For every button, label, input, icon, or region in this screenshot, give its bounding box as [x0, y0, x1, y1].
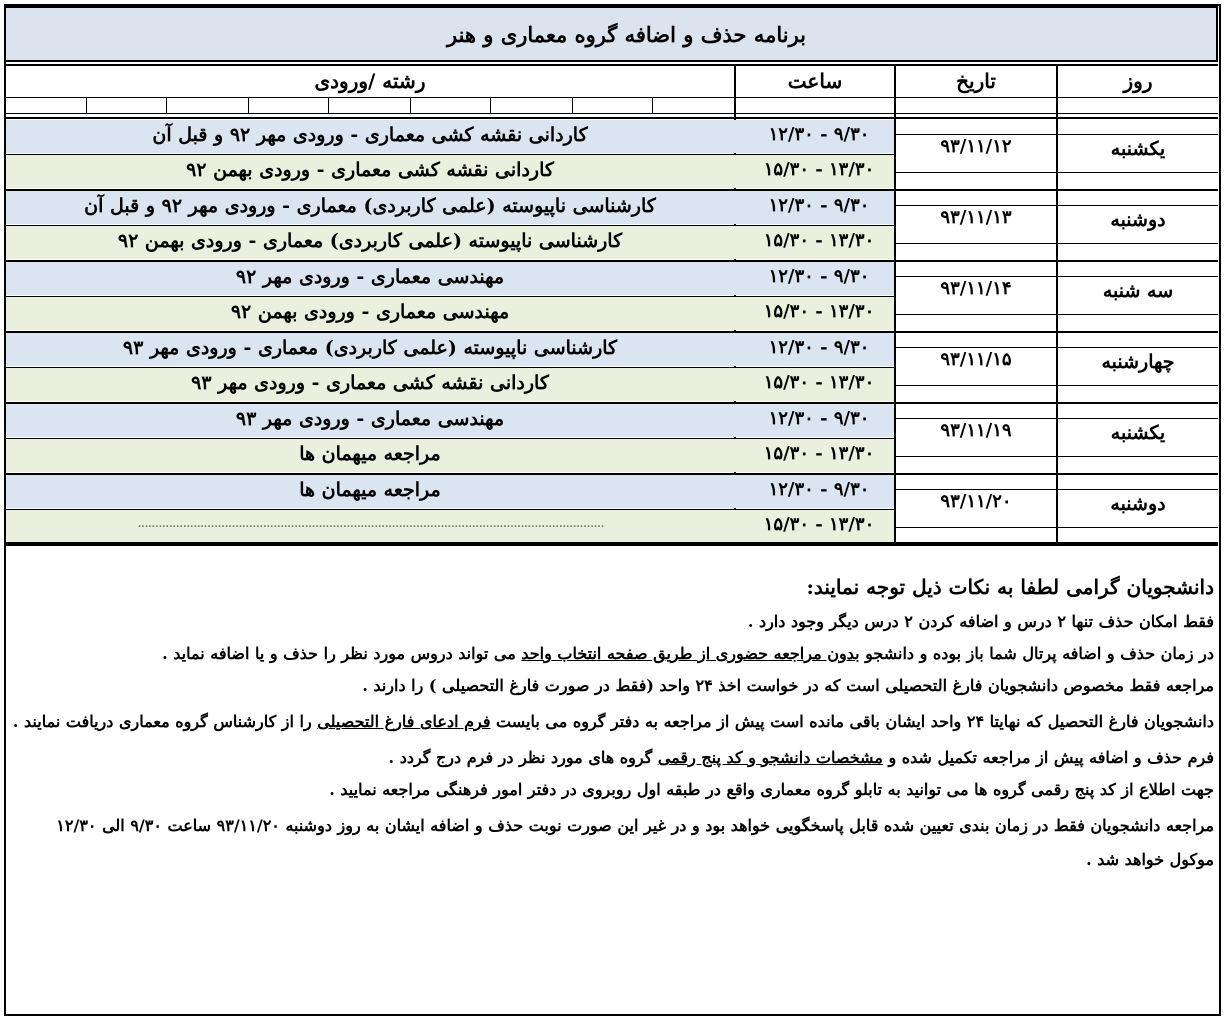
date-cell: ۹۳/۱۱/۱۹ — [940, 420, 1012, 441]
date-tick-line — [896, 276, 1218, 277]
time-cell: ۱۲/۳۰ - ۹/۳۰ — [768, 195, 870, 216]
schedule-row — [6, 510, 894, 543]
schedule-row — [6, 155, 894, 188]
time-cell: ۱۲/۳۰ - ۹/۳۰ — [768, 408, 870, 429]
date-cell: ۹۳/۱۱/۱۵ — [940, 349, 1012, 370]
program-cell: مراجعه میهمان ها — [299, 479, 441, 501]
date-tick-line — [896, 134, 1218, 135]
day-cell: چهارشنبه — [1101, 351, 1175, 373]
header-date: تاریخ — [956, 69, 996, 93]
time-cell: ۱۲/۳۰ - ۹/۳۰ — [768, 124, 870, 145]
header-top-line — [4, 64, 1218, 66]
block-divider — [4, 544, 1218, 546]
note-2-text: در زمان حذف و اضافه پرتال شما باز بوده و دانشجو — [859, 644, 1214, 663]
note-6: جهت اطلاع از کد پنج رقمی گروه ها می توانید به تابلو گروه معماری واقع در طبقه اول روبروی در دفتر امور فرهنگی مراجعه نمایید . — [329, 780, 1214, 799]
table-bottom-line — [4, 542, 1218, 544]
note-2 — [8, 641, 1214, 667]
header-time: ساعت — [787, 69, 843, 93]
note-2-emphasis: بدون مراجعه حضوری از طریق صفحه انتخاب واحد — [521, 644, 860, 663]
date-cell: ۹۳/۱۱/۱۳ — [940, 207, 1012, 228]
date-tick-line — [896, 205, 1218, 206]
schedule-row — [6, 191, 894, 224]
date-tick-line — [896, 489, 1218, 490]
header-bottom-line — [4, 97, 1218, 98]
time-cell: ۱۲/۳۰ - ۹/۳۰ — [768, 266, 870, 287]
program-cell: کارشناسی ناپیوسته (علمی کاربردی) معماری - ورودی مهر ۹۲ و قبل آن — [84, 195, 656, 217]
date-cell: ۹۳/۱۱/۲۰ — [940, 491, 1012, 512]
notes-section — [8, 575, 1214, 883]
schedule-row — [6, 333, 894, 366]
program-cell: مهندسی معماری - ورودی مهر ۹۲ — [235, 266, 505, 288]
date-tick-line — [896, 243, 1218, 244]
schedule-row — [6, 439, 894, 472]
page-title: برنامه حذف و اضافه گروه معماری و هنر — [4, 6, 1218, 62]
schedule-row — [6, 226, 894, 259]
note-7: مراجعه دانشجویان فقط در زمان بندی تعیین شده قابل پاسخگویی خواهد بود و در غیر این صورت نوبت حذف و اضافه ایشان به روز دوشنبه ۹۳/۱۱/۲۰ ساعت ۹/۳۰ الی ۱۲/۳۰ موکول خواهد شد . — [56, 816, 1214, 869]
time-cell: ۱۲/۳۰ - ۹/۳۰ — [768, 479, 870, 500]
schedule-row — [6, 297, 894, 330]
date-tick-line — [896, 418, 1218, 419]
day-cell: سه شنبه — [1102, 280, 1174, 302]
day-cell: یکشنبه — [1110, 138, 1166, 160]
note-5-text-end: گروه های مورد نظر در فرم درج گردد . — [388, 748, 658, 767]
note-5-text: فرم حذف و اضافه پیش از مراجعه تکمیل شده و — [882, 748, 1214, 767]
spacer-tick — [410, 97, 411, 113]
note-4-text: دانشجویان فارغ التحصیل که نهایتا ۲۴ واحد ایشان باقی مانده است پیش از مراجعه به دفتر گروه می بایست — [490, 712, 1214, 731]
schedule-row — [6, 262, 894, 295]
notes-heading: دانشجویان گرامی لطفا به نکات ذیل توجه نمایند: — [806, 575, 1214, 599]
date-cell: ۹۳/۱۱/۱۲ — [940, 136, 1012, 157]
spacer-tick — [572, 97, 573, 113]
program-cell: کارشناسی ناپیوسته (علمی کاربردی) معماری - ورودی بهمن ۹۲ — [117, 230, 623, 252]
schedule-row — [6, 404, 894, 437]
program-cell: مراجعه میهمان ها — [299, 443, 441, 465]
date-tick-line — [896, 172, 1218, 173]
date-tick-line — [896, 347, 1218, 348]
time-cell: ۱۲/۳۰ - ۹/۳۰ — [768, 337, 870, 358]
program-cell: ...................................................................................................................................... — [137, 519, 605, 530]
program-cell: مهندسی معماری - ورودی بهمن ۹۲ — [230, 301, 510, 323]
spacer-tick — [490, 97, 491, 113]
time-cell: ۱۵/۳۰ - ۱۳/۳۰ — [763, 514, 875, 535]
spacer-tick — [652, 97, 653, 113]
spacer-line — [4, 113, 1218, 114]
date-tick-line — [896, 314, 1218, 315]
time-cell: ۱۵/۳۰ - ۱۳/۳۰ — [763, 301, 875, 322]
date-tick-line — [896, 456, 1218, 457]
note-4-text-end: را از کارشناس گروه معماری دریافت نمایند . — [12, 712, 318, 731]
note-1: فقط امکان حذف تنها ۲ درس و اضافه کردن ۲ درس دیگر وجود دارد . — [747, 612, 1214, 631]
note-5-emphasis: مشخصات دانشجو و کد پنج رقمی — [657, 748, 883, 767]
day-cell: دوشنبه — [1110, 209, 1166, 231]
program-cell: مهندسی معماری - ورودی مهر ۹۳ — [235, 408, 505, 430]
table-top-line — [4, 117, 1218, 119]
column-separator — [1056, 64, 1058, 544]
schedule-row — [6, 475, 894, 508]
program-cell: کاردانی نقشه کشی معماری - ورودی مهر ۹۲ و قبل آن — [152, 124, 588, 146]
note-4 — [8, 705, 1214, 739]
note-3: مراجعه فقط مخصوص دانشجویان فارغ التحصیلی است که در خواست اخذ ۲۴ واحد (فقط در صورت فارغ التحصیلی ) را دارند . — [362, 676, 1214, 695]
header-program: رشته /ورودی — [314, 69, 426, 93]
program-cell: کارشناسی ناپیوسته (علمی کاربردی) معماری - ورودی مهر ۹۳ — [122, 337, 618, 359]
date-cell: ۹۳/۱۱/۱۴ — [940, 278, 1012, 299]
header-day: روز — [1123, 69, 1153, 93]
day-cell: دوشنبه — [1110, 493, 1166, 515]
schedule-row — [6, 368, 894, 401]
date-tick-line — [896, 385, 1218, 386]
program-cell: کاردانی نقشه کشی معماری - ورودی بهمن ۹۲ — [186, 159, 554, 181]
spacer-tick — [86, 97, 87, 113]
spacer-tick — [248, 97, 249, 113]
time-cell: ۱۵/۳۰ - ۱۳/۳۰ — [763, 443, 875, 464]
time-cell: ۱۵/۳۰ - ۱۳/۳۰ — [763, 372, 875, 393]
day-cell: یکشنبه — [1110, 422, 1166, 444]
program-cell: کاردانی نقشه کشی معماری - ورودی مهر ۹۳ — [191, 372, 549, 394]
spacer-tick — [166, 97, 167, 113]
note-5 — [8, 745, 1214, 771]
schedule-row — [6, 120, 894, 153]
note-2-text-end: می تواند دروس مورد نظر را حذف و یا اضافه نماید . — [162, 644, 522, 663]
note-4-emphasis: فرم ادعای فارغ التحصیلی — [317, 712, 491, 731]
time-cell: ۱۵/۳۰ - ۱۳/۳۰ — [763, 230, 875, 251]
date-tick-line — [896, 527, 1218, 528]
spacer-tick — [328, 97, 329, 113]
time-cell: ۱۵/۳۰ - ۱۳/۳۰ — [763, 159, 875, 180]
